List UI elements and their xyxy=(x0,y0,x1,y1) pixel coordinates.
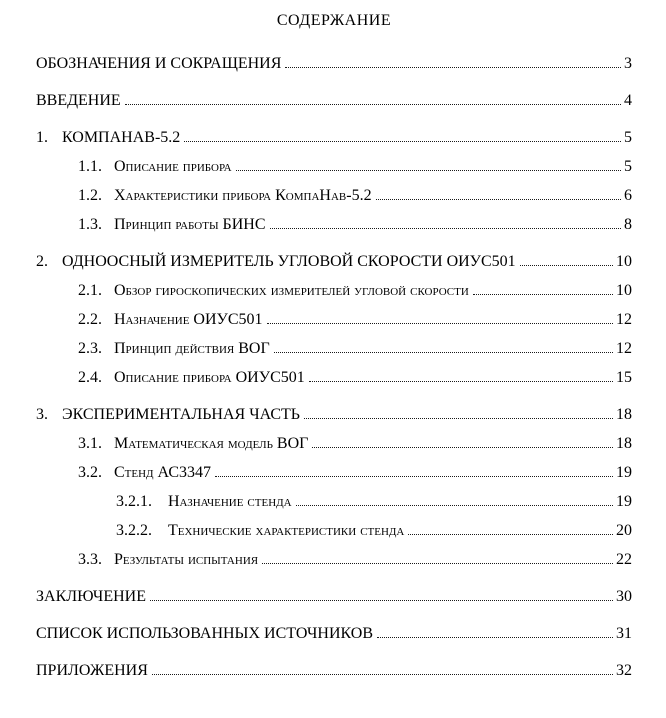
toc-row xyxy=(36,459,632,488)
toc-dot-leader xyxy=(304,418,613,419)
toc-entry-label: Результаты испытания xyxy=(114,551,259,568)
toc-row xyxy=(36,620,632,649)
toc-dot-leader xyxy=(376,199,621,200)
toc-entry-label: Описание прибора xyxy=(114,158,232,175)
toc-dot-leader xyxy=(184,141,621,142)
toc-entry-number: 2. xyxy=(36,253,48,270)
toc-page-number: 4 xyxy=(624,92,632,109)
toc-entry-number: 2.4. xyxy=(78,369,102,386)
toc-dot-leader xyxy=(296,505,613,506)
toc-row xyxy=(36,124,632,153)
toc-page-number: 12 xyxy=(616,311,632,328)
toc-row xyxy=(36,248,632,277)
page-title: СОДЕРЖАНИЕ xyxy=(276,12,392,29)
toc-page-number: 15 xyxy=(616,369,632,386)
toc-entry-number: 1.3. xyxy=(78,216,102,233)
toc-entry-number: 2.3. xyxy=(78,340,102,357)
toc-dot-leader xyxy=(236,170,621,171)
toc-page-number: 8 xyxy=(624,216,632,233)
toc-entry-label: ВВЕДЕНИЕ xyxy=(36,92,121,109)
toc-entry-number: 3.2.2. xyxy=(116,522,152,539)
toc-page-number: 10 xyxy=(616,253,632,270)
toc-entry-label: Технические характеристики стенда xyxy=(168,522,405,539)
toc-entry-number: 1.2. xyxy=(78,187,102,204)
toc-row xyxy=(36,364,632,393)
toc-dot-leader xyxy=(309,381,613,382)
toc-entry-label: Описание прибора ОИУС501 xyxy=(114,369,305,386)
toc-entry-label: ОДНООСНЫЙ ИЗМЕРИТЕЛЬ УГЛОВОЙ СКОРОСТИ ОИУС501 xyxy=(62,253,516,270)
toc-dot-leader xyxy=(312,447,613,448)
toc-page-number: 6 xyxy=(624,187,632,204)
toc-page-number: 32 xyxy=(616,662,632,679)
toc-entry-label: Принцип работы БИНС xyxy=(114,216,266,233)
toc-page-number: 10 xyxy=(616,282,632,299)
toc-page-number: 19 xyxy=(616,464,632,481)
toc-dot-leader xyxy=(377,637,613,638)
toc-dot-leader xyxy=(274,352,613,353)
toc-row xyxy=(36,306,632,335)
toc-entry-label: ЭКСПЕРИМЕНТАЛЬНАЯ ЧАСТЬ xyxy=(62,406,300,423)
toc-page-number: 18 xyxy=(616,406,632,423)
toc-row xyxy=(36,335,632,364)
toc-page-number: 22 xyxy=(616,551,632,568)
toc-row xyxy=(36,517,632,546)
toc-dot-leader xyxy=(520,265,613,266)
toc-row xyxy=(36,277,632,306)
toc-row xyxy=(36,50,632,79)
toc-entry-number: 3.2. xyxy=(78,464,102,481)
toc-entry-label: Стенд АС3347 xyxy=(114,464,211,481)
toc-dot-leader xyxy=(285,67,621,68)
toc-row xyxy=(36,87,632,116)
toc-page-number: 12 xyxy=(616,340,632,357)
toc-entry-label: Назначение ОИУС501 xyxy=(114,311,263,328)
toc-row xyxy=(36,488,632,517)
toc-entry-label: Обзор гироскопических измерителей угловой скорости xyxy=(114,282,469,299)
toc-row xyxy=(36,583,632,612)
toc-entry-number: 3.1. xyxy=(78,435,102,452)
toc-entry-number: 2.1. xyxy=(78,282,102,299)
toc-row xyxy=(36,182,632,211)
toc-row xyxy=(36,657,632,686)
toc-row xyxy=(36,401,632,430)
toc-dot-leader xyxy=(267,323,613,324)
toc-dot-leader xyxy=(473,294,613,295)
toc-row xyxy=(36,546,632,575)
toc-entry-number: 3. xyxy=(36,406,48,423)
toc-row xyxy=(36,211,632,240)
toc-page-number: 5 xyxy=(624,158,632,175)
toc-page-number: 19 xyxy=(616,493,632,510)
toc-dot-leader xyxy=(215,476,613,477)
toc-page-number: 3 xyxy=(624,55,632,72)
toc-page-number: 18 xyxy=(616,435,632,452)
toc-list xyxy=(36,50,632,686)
toc-entry-label: ПРИЛОЖЕНИЯ xyxy=(36,662,148,679)
toc-entry-label: СПИСОК ИСПОЛЬЗОВАННЫХ ИСТОЧНИКОВ xyxy=(36,625,374,642)
toc-dot-leader xyxy=(262,563,613,564)
toc-page-number: 5 xyxy=(624,129,632,146)
toc-page-number: 30 xyxy=(616,588,632,605)
toc-entry-number: 3.2.1. xyxy=(116,493,152,510)
toc-entry-label: ЗАКЛЮЧЕНИЕ xyxy=(36,588,146,605)
toc-page-number: 31 xyxy=(616,625,632,642)
toc-page-number: 20 xyxy=(616,522,632,539)
toc-row xyxy=(36,153,632,182)
toc-dot-leader xyxy=(270,228,621,229)
toc-entry-number: 1. xyxy=(36,129,48,146)
toc-entry-label: ОБОЗНАЧЕНИЯ И СОКРАЩЕНИЯ xyxy=(36,55,282,72)
toc-entry-number: 2.2. xyxy=(78,311,102,328)
toc-entry-label: Назначение стенда xyxy=(168,493,292,510)
toc-dot-leader xyxy=(152,674,613,675)
toc-entry-label: Характеристики прибора КомпаНав-5.2 xyxy=(114,187,372,204)
toc-dot-leader xyxy=(150,600,613,601)
toc-row xyxy=(36,430,632,459)
toc-entry-label: Принцип действия ВОГ xyxy=(114,340,270,357)
toc-entry-label: Математическая модель ВОГ xyxy=(114,435,309,452)
toc-entry-number: 1.1. xyxy=(78,158,102,175)
toc-entry-label: КОМПАНАВ-5.2 xyxy=(62,129,181,146)
toc-entry-number: 3.3. xyxy=(78,551,102,568)
toc-dot-leader xyxy=(125,104,621,105)
toc-dot-leader xyxy=(408,534,613,535)
